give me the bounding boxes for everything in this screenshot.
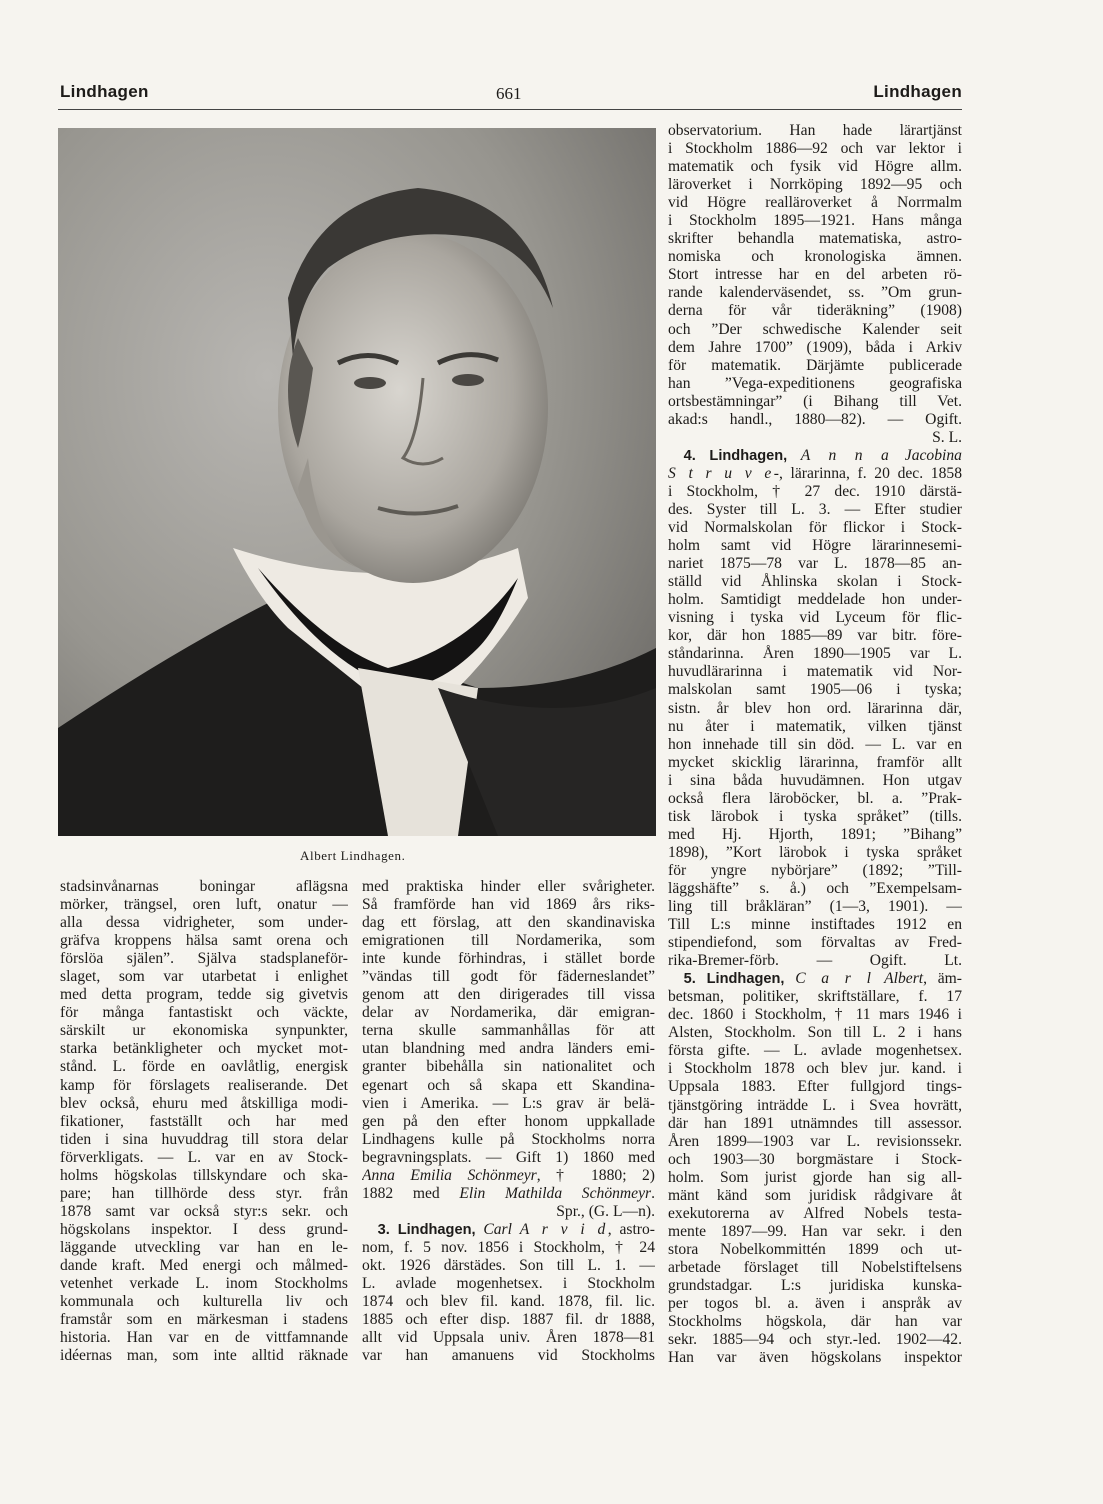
text-line: akad:s handl., 1880—82). — Ogift. [668,410,962,428]
text-line: fikationer, fastställt och har med [60,1112,348,1130]
spouse-name: Anna Emilia Schönmeyr [362,1166,537,1184]
text-line: förslöa själen”. Själva stadsplaneför- [60,950,348,968]
text-line: blev också, ehuru med åtskilliga modi- [60,1094,348,1112]
text-line: stadsinvånarnas boningar aflägsna [60,878,348,895]
text-line: vid Högre realläroverket å Norrmalm [668,194,962,212]
text-line: slaget, som var utarbetat i enlighet [60,968,348,986]
text-line: matematik och fysik vid Högre allm. [668,158,962,176]
text-line: vid Normalskolan för flickor i Stock- [668,519,962,537]
text-line: i Stockholm 1878 och blev jur. kand. i [668,1060,962,1078]
text-line: huvudlärarinna i matematik vid Nor- [668,663,962,681]
text-line: terna skulle sammanhållas för att [362,1022,655,1040]
text-line: Åren 1899—1903 var L. revisionssekr. [668,1132,962,1150]
text-line: mänt känd som juridisk rådgivare åt [668,1186,962,1204]
running-head-left: Lindhagen [60,82,149,101]
text-line: kamp för förslagets realiserande. Det [60,1076,348,1094]
text-line: läggshäfte” s. å.) och ”Exempelsam- [668,879,962,897]
text-line: grundstadgar. L:s juridiska kunska- [668,1277,962,1294]
entry-heading-line: 3. Lindhagen, Carl A r v i d, astro- [377,1220,655,1238]
text-line: tjänstgöring inträdde L. i Svea hovrätt, [668,1096,962,1114]
text-line: per togos bl. a. även i anspråk av [668,1295,962,1313]
text-line: högskolans inspektor. I dess grund- [60,1220,348,1238]
column-right [668,122,962,1367]
text-line: holm. Som jurist gjorde han sig all- [668,1168,962,1186]
text-line: med praktiska hinder eller svårigheter. [362,878,655,895]
text-line: mente 1897—99. Han var sekr. i den [668,1222,962,1240]
text-line: 1878 samt var också styr:s sekr. och [60,1202,348,1220]
text-line: ortsbestämningar” (i Bihang till Vet. [668,392,962,410]
text-line: i sina båda huvudämnen. Hon utgav [668,771,962,789]
spouse-name: Elin Mathilda Schönmeyr [459,1184,652,1202]
text-line: med Hj. Hjorth, 1891; ”Bihang” [668,825,962,843]
text-line: Uppsala 1883. Efter fullgjord tings- [668,1078,962,1096]
column-middle [362,878,655,1365]
text-line: gräfva kroppens hälsa samt orena och [60,932,348,950]
text-line: ståndarinna. Åren 1890—1905 var L. [668,645,962,663]
text-line: stipendiefond, som förvaltas av Fred- [668,934,962,952]
page-number: 661 [496,84,522,103]
text-line: kommunala och kulturella liv och [60,1293,348,1311]
author-signature: S. L. [932,428,962,446]
text-line: granter bibehålla sin nationalitet och [362,1058,655,1076]
text-line: nom, f. 5 nov. 1856 i Stockholm, † 24 [362,1238,655,1256]
text-line: rika-Bremer-förb. — Ogift. Lt. [668,952,962,970]
entry-heading: 3. Lindhagen, [377,1221,476,1238]
text-line: i Stockholm 1895—1921. Hans många [668,212,962,230]
text-line: han ”Vega-expeditionens geografiska [668,374,962,392]
text-line: dag ett förslag, att den skandinaviska [362,914,655,932]
text-line: ling till bråkläran” (1—3, 1901). — [668,898,962,916]
text-line: i Stockholm 1886—92 och var lektor i [668,140,962,158]
text-line: och 1903—30 borgmästare i Stock- [668,1150,962,1168]
text-line: des. Syster till L. 3. — Efter studier [668,500,962,518]
text-line: holms högskolas tillskyndare och ska- [60,1166,348,1184]
text-line: utan blandning med andra länders emi- [362,1040,655,1058]
portrait-illustration [58,128,656,836]
text-line: stora Nobelkommittén 1899 och ut- [668,1240,962,1258]
text-line: hon innehade till sin död. — L. var en [668,735,962,753]
text-line: sistn. år blev hon ord. lärarinna där, [668,699,962,717]
text-line: derna för vår tideräkning” (1908) [668,302,962,320]
text-line: nariet 1875—78 var L. 1878—85 an- [668,555,962,573]
text-line: dem Jahre 1700” (1909), båda i Arkiv [668,338,962,356]
text-line: 1885 och efter disp. 1887 fil. dr 1888, [362,1311,655,1329]
text-line: nomiska och kronologiska ämnen. [668,248,962,266]
text-line: Till L:s minne instiftades 1912 en [668,916,962,934]
text-line: alla dessa vidrigheter, som under- [60,914,348,932]
entry-heading: 5. Lindhagen, [683,971,785,988]
text-line: Lindhagens kulle på Stockholms norra [362,1130,655,1148]
text-line: delar av Nordamerika, där emigran- [362,1004,655,1022]
text-line: begravningsplats. — Gift 1) 1860 med [362,1148,655,1166]
text-line: för matematik. Därjämte publicerade [668,356,962,374]
header-rule [58,109,962,110]
text-line: emigrationen till Nordamerika, som [362,932,655,950]
text-line: särskilt ur ekonomiska synpunkter, [60,1022,348,1040]
text-line: arbetade förslaget till Nobelstiftelsens [668,1258,962,1276]
text-line: S t r u v e-, lärarinna, f. 20 dec. 1858 [668,464,962,482]
text-line: sekr. 1885—94 och styr.-led. 1902—42. [668,1331,962,1349]
text-line: Stort intresse har en del arbeten rö- [668,266,962,284]
text-line: gen på den efter honom uppkallade [362,1112,655,1130]
text-line: L. avlade mogenhetsex. i Stockholm [362,1275,655,1293]
text-line: okt. 1926 därstädes. Son till L. 1. — [362,1256,655,1274]
text-line: för många fantastiskt och väckte, [60,1004,348,1022]
text-line: dande kraft. Med energi och målmed- [60,1256,348,1274]
text-line: 1874 och blev fil. kand. 1878, fil. lic. [362,1293,655,1311]
text-line: egenart och så skapa ett Skandina- [362,1076,655,1094]
text-line: första gifte. — L. avlade mogenhetsex. [668,1042,962,1060]
text-line: dec. 1860 i Stockholm, † 11 mars 1946 i [668,1006,962,1024]
entry-heading-line: 4. Lindhagen, A n n a Jacobina [683,446,962,464]
text-line: mycket skicklig lärarinna, framför allt [668,753,962,771]
text-line: rande kalenderväsendet, ss. ”Om grun- [668,284,962,302]
text-line: exekutorerna av Alfred Nobels testa- [668,1204,962,1222]
text-line: i Stockholm, † 27 dec. 1910 därstä- [668,482,962,500]
portrait-photo [58,128,656,836]
entry-heading-line: 5. Lindhagen, C a r l Albert, äm- [683,970,962,988]
text-line: där han 1891 utnämndes till assessor. [668,1114,962,1132]
text-line: för yngre nybörjare” (1892; ”Till- [668,861,962,879]
text-line: historia. Han var en de vittfamnande [60,1329,348,1347]
text-line: idéernas man, som inte alltid räknade [60,1347,348,1365]
running-head-right: Lindhagen [873,82,962,101]
text-line: inte kunde förhindras, i stället borde [362,950,655,968]
author-signature: Lt. [944,952,962,970]
text-line: holm. Samtidigt meddelade hon under- [668,591,962,609]
text-line: var han amanuens vid Stockholms [362,1347,655,1365]
author-signature: Spr., (G. L—n). [556,1202,655,1220]
text-line: genom att den dirigerades till vissa [362,986,655,1004]
text-line: också flera läroböcker, bl. a. ”Prak- [668,789,962,807]
text-line: tisk lärobok i tyska språket” (tills. [668,807,962,825]
column-left [60,878,348,1365]
text-line: läroverket i Norrköping 1892—95 och [668,176,962,194]
text-line: med detta program, tedde sig givetvis [60,986,348,1004]
text-line: Anna Emilia Schönmeyr, † 1880; 2) [362,1166,655,1184]
text-line: 1882 med Elin Mathilda Schönmeyr. [362,1184,655,1202]
text-line: mörker, trängsel, oren luft, onatur — [60,896,348,914]
text-line: pare; han tillhörde dess styr. från [60,1184,348,1202]
text-line: malskolan samt 1905—06 i tyska; [668,681,962,699]
text-line: ställd vid Åhlinska skolan i Stock- [668,573,962,591]
text-line: stånd. L. förde en oavlåtlig, energisk [60,1058,348,1076]
photo-caption: Albert Lindhagen. [300,848,406,863]
text-line: betsman, politiker, skriftställare, f. 17 [668,988,962,1006]
text-line: allt vid Uppsala univ. Åren 1878—81 [362,1329,655,1347]
text-line: Alsten, Stockholm. Son till L. 2 i hans [668,1024,962,1042]
text-line: ”vändas till godt för fäderneslandet” [362,968,655,986]
entry-heading: 4. Lindhagen, [683,447,788,464]
text-line: Han var även högskolans inspektor [668,1349,962,1367]
text-line: kor, där hon 1885—89 var bitr. före- [668,627,962,645]
text-line: skrifter behandla matematiska, astro- [668,230,962,248]
text-line: 1898), ”Kort lärobok i tyska språket [668,843,962,861]
text-line: visning i tyska vid Lyceum för flic- [668,609,962,627]
text-line: nu åter i matematik, vilken tjänst [668,717,962,735]
text-line: förverkligats. — L. var en av Stock- [60,1148,348,1166]
text-line: vetenhet verkade L. inom Stockholms [60,1275,348,1293]
text-line: holm samt vid Högre lärarinnesemi- [668,537,962,555]
text-line: tiden i sina huvuddrag till stora delar [60,1130,348,1148]
text-line: observatorium. Han hade lärartjänst [668,122,962,139]
text-line: starka betänkligheter och mycket mot- [60,1040,348,1058]
text-line: läggande utveckling var han en le- [60,1238,348,1256]
text-line: vien i Amerika. — L:s grav är belä- [362,1094,655,1112]
text-line: framstår som en märkesman i stadens [60,1311,348,1329]
text-line: Så framförde han vid 1869 års riks- [362,896,655,914]
text-line: Stockholms högskola, där han var [668,1313,962,1331]
text-line: och ”Der schwedische Kalender seit [668,320,962,338]
